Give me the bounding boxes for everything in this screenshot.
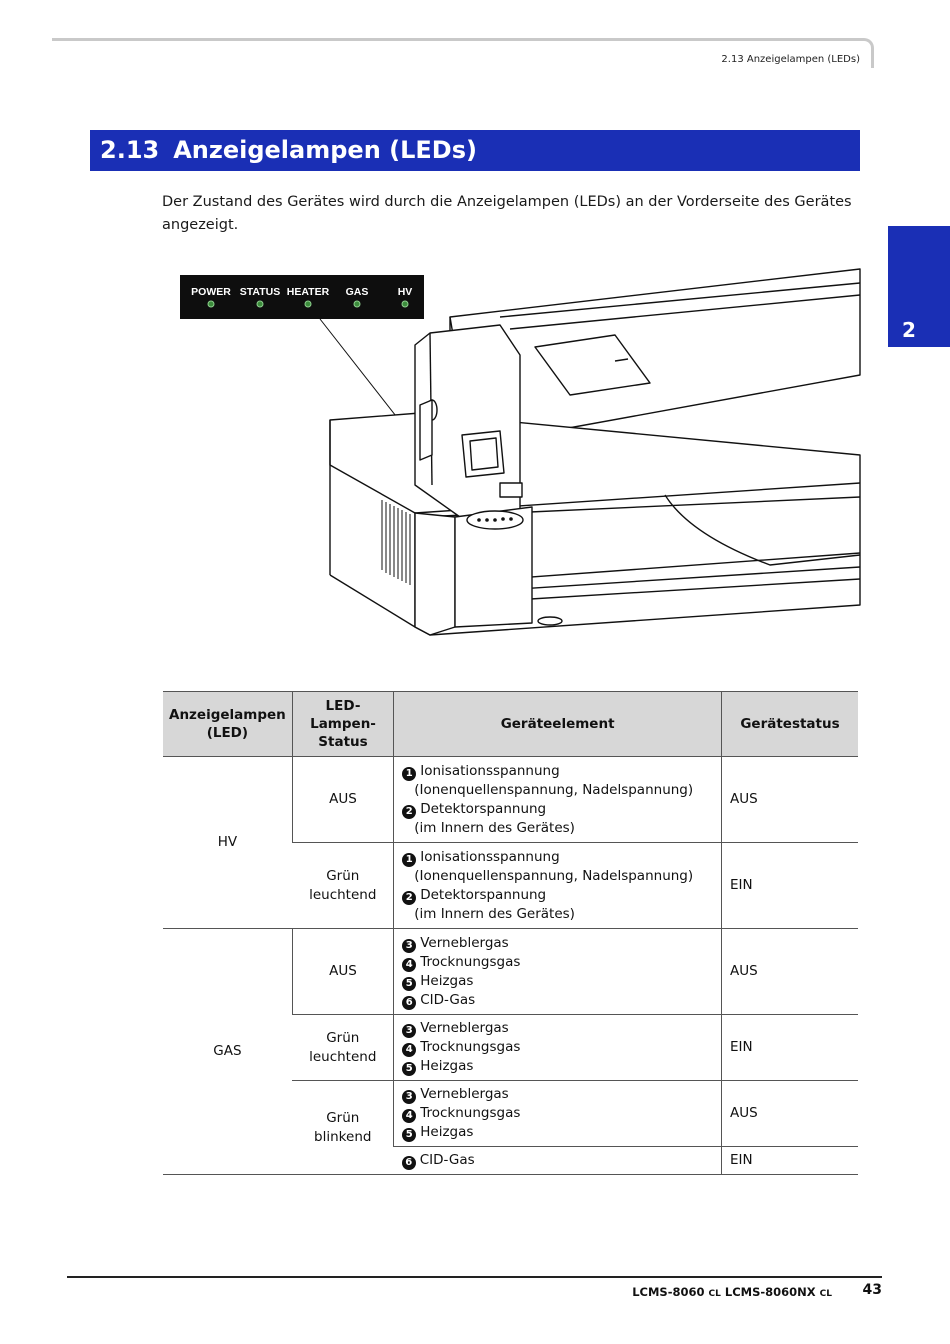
footer-rule (67, 1276, 882, 1278)
cell-led-hv: HV (163, 757, 292, 929)
cell-elements: 6 CID-Gas (394, 1147, 722, 1175)
cell-led-status: Grün leuchtend (292, 1015, 393, 1081)
number-2-icon: 2 (402, 805, 416, 819)
cell-elements: 1 Ionisationsspannung (Ionenquellenspannung, Nadelspannung) 2 Detektorspannung (im Innern des Gerätes) (394, 757, 722, 843)
cell-device-status: EIN (721, 1147, 858, 1175)
led-status-table (163, 691, 858, 1175)
number-3-icon: 3 (402, 1024, 416, 1038)
number-1-icon: 1 (402, 853, 416, 867)
section-title: Anzeigelampen (LEDs) (173, 136, 477, 164)
table-row (163, 757, 858, 843)
cell-led-status: AUS (292, 929, 393, 1015)
col-header-element: Geräteelement (394, 692, 722, 757)
cell-device-status: AUS (721, 929, 858, 1015)
chapter-tab[interactable]: 2 (888, 226, 950, 347)
number-5-icon: 5 (402, 1062, 416, 1076)
cell-device-status: AUS (721, 757, 858, 843)
led-power-icon (208, 301, 214, 307)
cell-led-gas: GAS (163, 929, 292, 1175)
cell-elements: 3 Verneblergas 4 Trocknungsgas 5 Heizgas (394, 1015, 722, 1081)
led-hv-icon (402, 301, 408, 307)
section-heading (90, 130, 860, 171)
col-header-led: Anzeigelampen (LED) (163, 692, 292, 757)
cell-elements: 3 Verneblergas 4 Trocknungsgas 5 Heizgas 6 CID-Gas (394, 929, 722, 1015)
intro-paragraph: Der Zustand des Gerätes wird durch die Anzeigelampen (LEDs) an der Vorderseite des Gerätes angezeigt. (162, 194, 852, 233)
section-number: 2.13 (100, 136, 160, 164)
table-row (163, 929, 858, 1015)
number-1-icon: 1 (402, 767, 416, 781)
led-label-gas: GAS (345, 286, 369, 298)
led-status-icon (257, 301, 263, 307)
number-6-icon: 6 (402, 996, 416, 1010)
led-label-hv: HV (397, 286, 413, 298)
led-heater-icon (305, 301, 311, 307)
number-4-icon: 4 (402, 1109, 416, 1123)
table-header-row (163, 692, 858, 757)
led-gas-icon (354, 301, 360, 307)
number-6-icon: 6 (402, 1156, 416, 1170)
led-label-power: POWER (191, 286, 231, 298)
col-header-led-status: LED-Lampen-Status (292, 692, 393, 757)
number-5-icon: 5 (402, 1128, 416, 1142)
page-number: 43 (862, 1282, 882, 1298)
cell-elements: 1 Ionisationsspannung (Ionenquellenspannung, Nadelspannung) 2 Detektorspannung (im Innern des Gerätes) (394, 843, 722, 929)
cell-device-status: AUS (721, 1081, 858, 1147)
number-4-icon: 4 (402, 1043, 416, 1057)
number-4-icon: 4 (402, 958, 416, 972)
vent-grille (382, 500, 410, 585)
cell-led-status: Grün leuchtend (292, 843, 393, 929)
col-header-device-status: Gerätestatus (721, 692, 858, 757)
number-5-icon: 5 (402, 977, 416, 991)
instrument-illustration (170, 255, 870, 655)
footer-model: LCMS-8060 CL LCMS-8060NX CL (632, 1285, 832, 1299)
cell-device-status: EIN (721, 843, 858, 929)
running-head: 2.13 Anzeigelampen (LEDs) (721, 54, 860, 65)
front-door (415, 513, 455, 635)
cell-led-status: AUS (292, 757, 393, 843)
cell-elements: 3 Verneblergas 4 Trocknungsgas 5 Heizgas (394, 1081, 722, 1147)
cell-led-status: Grün blinkend (292, 1081, 393, 1175)
cell-device-status: EIN (721, 1015, 858, 1081)
led-label-status: STATUS (239, 286, 281, 298)
number-2-icon: 2 (402, 891, 416, 905)
led-label-heater: HEATER (286, 286, 330, 298)
number-3-icon: 3 (402, 939, 416, 953)
number-3-icon: 3 (402, 1090, 416, 1104)
